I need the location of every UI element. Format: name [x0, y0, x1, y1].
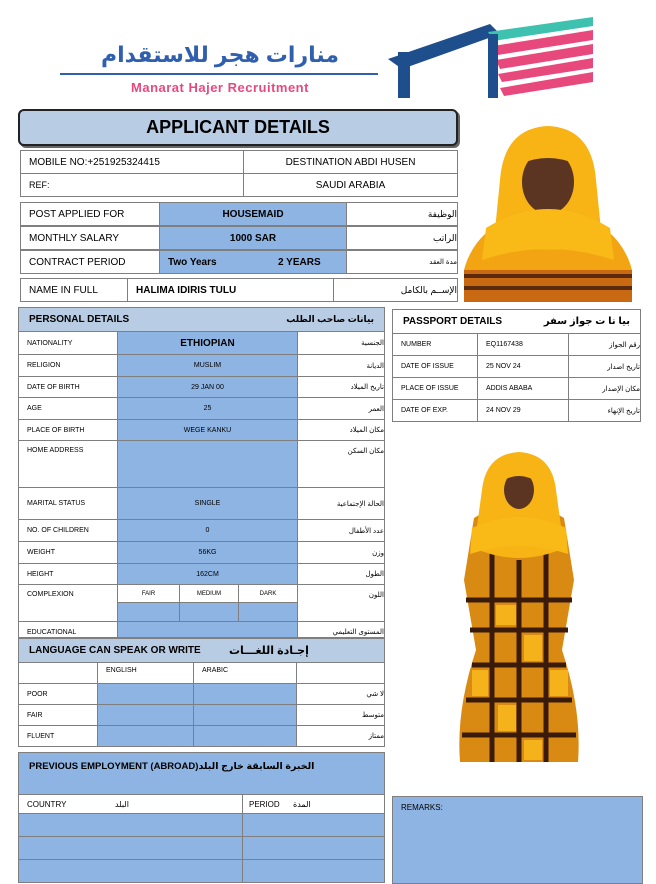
- nationality-value: ETHIOPIAN: [117, 331, 298, 355]
- language-title-ar: إجـادة اللغـــات: [229, 645, 309, 657]
- passport-date-of-issue-value: 25 NOV 24: [477, 355, 569, 378]
- place-of-birth-ar: مكان الميلاد: [297, 419, 385, 441]
- age-label: AGE: [18, 397, 118, 420]
- language-corner: [18, 662, 98, 684]
- destination-country: SAUDI ARABIA: [243, 173, 458, 197]
- home-address-ar: مكان السكن: [297, 440, 385, 488]
- height-ar: الطول: [297, 563, 385, 585]
- salary-value: 1000 SAR: [159, 226, 347, 250]
- religion-value: MUSLIM: [117, 354, 298, 377]
- language-fair-english-box[interactable]: [97, 704, 194, 726]
- religion-label: RELIGION: [18, 354, 118, 377]
- passport-number-label: NUMBER: [392, 333, 478, 356]
- weight-label: WEIGHT: [18, 541, 118, 564]
- date-of-birth-value: 29 JAN 00: [117, 376, 298, 398]
- no-of-children-ar: عدد الأطفال: [297, 519, 385, 542]
- employment-country-ar: البلد: [115, 799, 129, 809]
- passport-date-of-issue-ar: تاريخ اصدار: [568, 355, 641, 378]
- logo-divider: [60, 73, 378, 75]
- contract-value-words: Two Years: [168, 256, 217, 268]
- post-value: HOUSEMAID: [159, 202, 347, 226]
- education-label: EDUCATIONAL: [18, 621, 118, 638]
- complexion-dark-box[interactable]: [238, 602, 298, 622]
- page-title-text: APPLICANT DETAILS: [146, 117, 330, 137]
- page-title: [18, 109, 458, 146]
- contract-value: [159, 250, 347, 274]
- passport-date-of-issue-label: DATE OF ISSUE: [392, 355, 478, 378]
- employment-country-label: COUNTRY: [27, 799, 67, 809]
- passport-number-ar: رقم الجواز: [568, 333, 641, 356]
- logo-arabic-name: منارات هجر للاستقدام: [101, 42, 339, 67]
- employment-title-ar: الخبرة السابقة خارج البلد: [198, 761, 315, 772]
- home-address-label: HOME ADDRESS: [18, 440, 118, 488]
- weight-value: 56KG: [117, 541, 298, 564]
- passport-place-of-issue-ar: مكان الإصدار: [568, 377, 641, 400]
- height-value: 162CM: [117, 563, 298, 585]
- contract-label: CONTRACT PERIOD: [20, 250, 160, 274]
- passport-details-title: PASSPORT DETAILS: [403, 316, 503, 327]
- employment-title: PREVIOUS EMPLOYMENT (ABROAD): [29, 761, 199, 772]
- place-of-birth-label: PLACE OF BIRTH: [18, 419, 118, 441]
- language-title: LANGUAGE CAN SPEAK OR WRITE: [29, 645, 201, 656]
- passport-date-of-exp-label: DATE OF EXP.: [392, 399, 478, 422]
- employment-period-label: PERIOD: [249, 799, 280, 809]
- passport-number-value: EQ1167438: [477, 333, 569, 356]
- language-poor-label: POOR: [18, 683, 98, 705]
- applicant-full-body-photo: [452, 450, 586, 762]
- home-address-value: [117, 440, 298, 488]
- logo-english-name: Manarat Hajer Recruitment: [131, 80, 309, 95]
- language-fluent-ar: ممتاز: [296, 725, 385, 747]
- personal-details-title-ar: بيانات صاحب الطلب: [286, 314, 374, 324]
- remarks-label: REMARKS:: [401, 803, 443, 812]
- complexion-label: COMPLEXION: [18, 584, 118, 622]
- complexion-fair-box[interactable]: [117, 602, 180, 622]
- passport-date-of-exp-ar: تاريخ الإنهاء: [568, 399, 641, 422]
- education-ar: المستوى التعليمي: [297, 621, 385, 638]
- name-label: NAME IN FULL: [20, 278, 128, 302]
- complexion-medium-box[interactable]: [179, 602, 239, 622]
- remarks-box[interactable]: [392, 796, 643, 884]
- employment-header: [18, 752, 385, 795]
- language-fluent-arabic-box[interactable]: [193, 725, 297, 747]
- ref-label: REF:: [20, 173, 244, 197]
- complexion-option-dark[interactable]: DARK: [238, 584, 298, 603]
- date-of-birth-label: DATE OF BIRTH: [18, 376, 118, 398]
- language-col-english: ENGLISH: [97, 662, 194, 684]
- applicant-portrait-photo: [464, 120, 632, 302]
- passport-place-of-issue-label: PLACE OF ISSUE: [392, 377, 478, 400]
- place-of-birth-value: WEGE KANKU: [117, 419, 298, 441]
- language-fair-ar: متوسط: [296, 704, 385, 726]
- language-header: [18, 638, 385, 663]
- passport-date-of-exp-value: 24 NOV 29: [477, 399, 569, 422]
- language-fair-arabic-box[interactable]: [193, 704, 297, 726]
- house-logo-icon: [388, 14, 598, 100]
- employment-row-2[interactable]: [18, 836, 385, 860]
- marital-status-value: SINGLE: [117, 487, 298, 520]
- salary-label: MONTHLY SALARY: [20, 226, 160, 250]
- language-poor-ar: لا شي: [296, 683, 385, 705]
- language-fluent-english-box[interactable]: [97, 725, 194, 747]
- religion-ar: الديانة: [297, 354, 385, 377]
- no-of-children-value: 0: [117, 519, 298, 542]
- nationality-label: NATIONALITY: [18, 331, 118, 355]
- date-of-birth-ar: تاريخ الميلاد: [297, 376, 385, 398]
- marital-status-ar: الحالة الإجتماعية: [297, 487, 385, 520]
- mobile-number: MOBILE NO:+251925324415: [20, 150, 244, 174]
- nationality-ar: الجنسية: [297, 331, 385, 355]
- passport-details-header: [392, 309, 641, 334]
- language-fair-label: FAIR: [18, 704, 98, 726]
- employment-row-1[interactable]: [18, 813, 385, 837]
- language-poor-english-box[interactable]: [97, 683, 194, 705]
- language-poor-arabic-box[interactable]: [193, 683, 297, 705]
- employment-row-3[interactable]: [18, 859, 385, 883]
- salary-ar: الراتب: [346, 226, 458, 250]
- post-ar: الوظيفة: [346, 202, 458, 226]
- passport-details-title-ar: بيا نا ت جواز سفر: [543, 316, 630, 327]
- height-label: HEIGHT: [18, 563, 118, 585]
- language-col-ar-blank: [296, 662, 385, 684]
- contract-ar: مدة العقد: [346, 250, 458, 274]
- marital-status-label: MARITAL STATUS: [18, 487, 118, 520]
- passport-place-of-issue-value: ADDIS ABABA: [477, 377, 569, 400]
- language-fluent-label: FLUENT: [18, 725, 98, 747]
- age-ar: العمر: [297, 397, 385, 420]
- complexion-option-medium[interactable]: MEDIUM: [179, 584, 239, 603]
- complexion-option-fair[interactable]: FAIR: [117, 584, 180, 603]
- name-ar: الإســم بالكامل: [333, 278, 458, 302]
- education-value: [117, 621, 298, 638]
- contract-value-years: 2 YEARS: [278, 256, 321, 268]
- destination: DESTINATION ABDI HUSEN: [243, 150, 458, 174]
- post-label: POST APPLIED FOR: [20, 202, 160, 226]
- no-of-children-label: NO. OF CHILDREN: [18, 519, 118, 542]
- personal-details-header: [18, 307, 385, 332]
- name-value: HALIMA IDIRIS TULU: [127, 278, 334, 302]
- employment-column-divider: [242, 794, 243, 883]
- personal-details-title: PERSONAL DETAILS: [29, 314, 130, 325]
- weight-ar: وزن: [297, 541, 385, 564]
- employment-columns: [18, 794, 385, 814]
- complexion-ar: اللون: [297, 584, 385, 622]
- age-value: 25: [117, 397, 298, 420]
- employment-period-ar: المدة: [293, 799, 311, 809]
- language-col-arabic: ARABIC: [193, 662, 297, 684]
